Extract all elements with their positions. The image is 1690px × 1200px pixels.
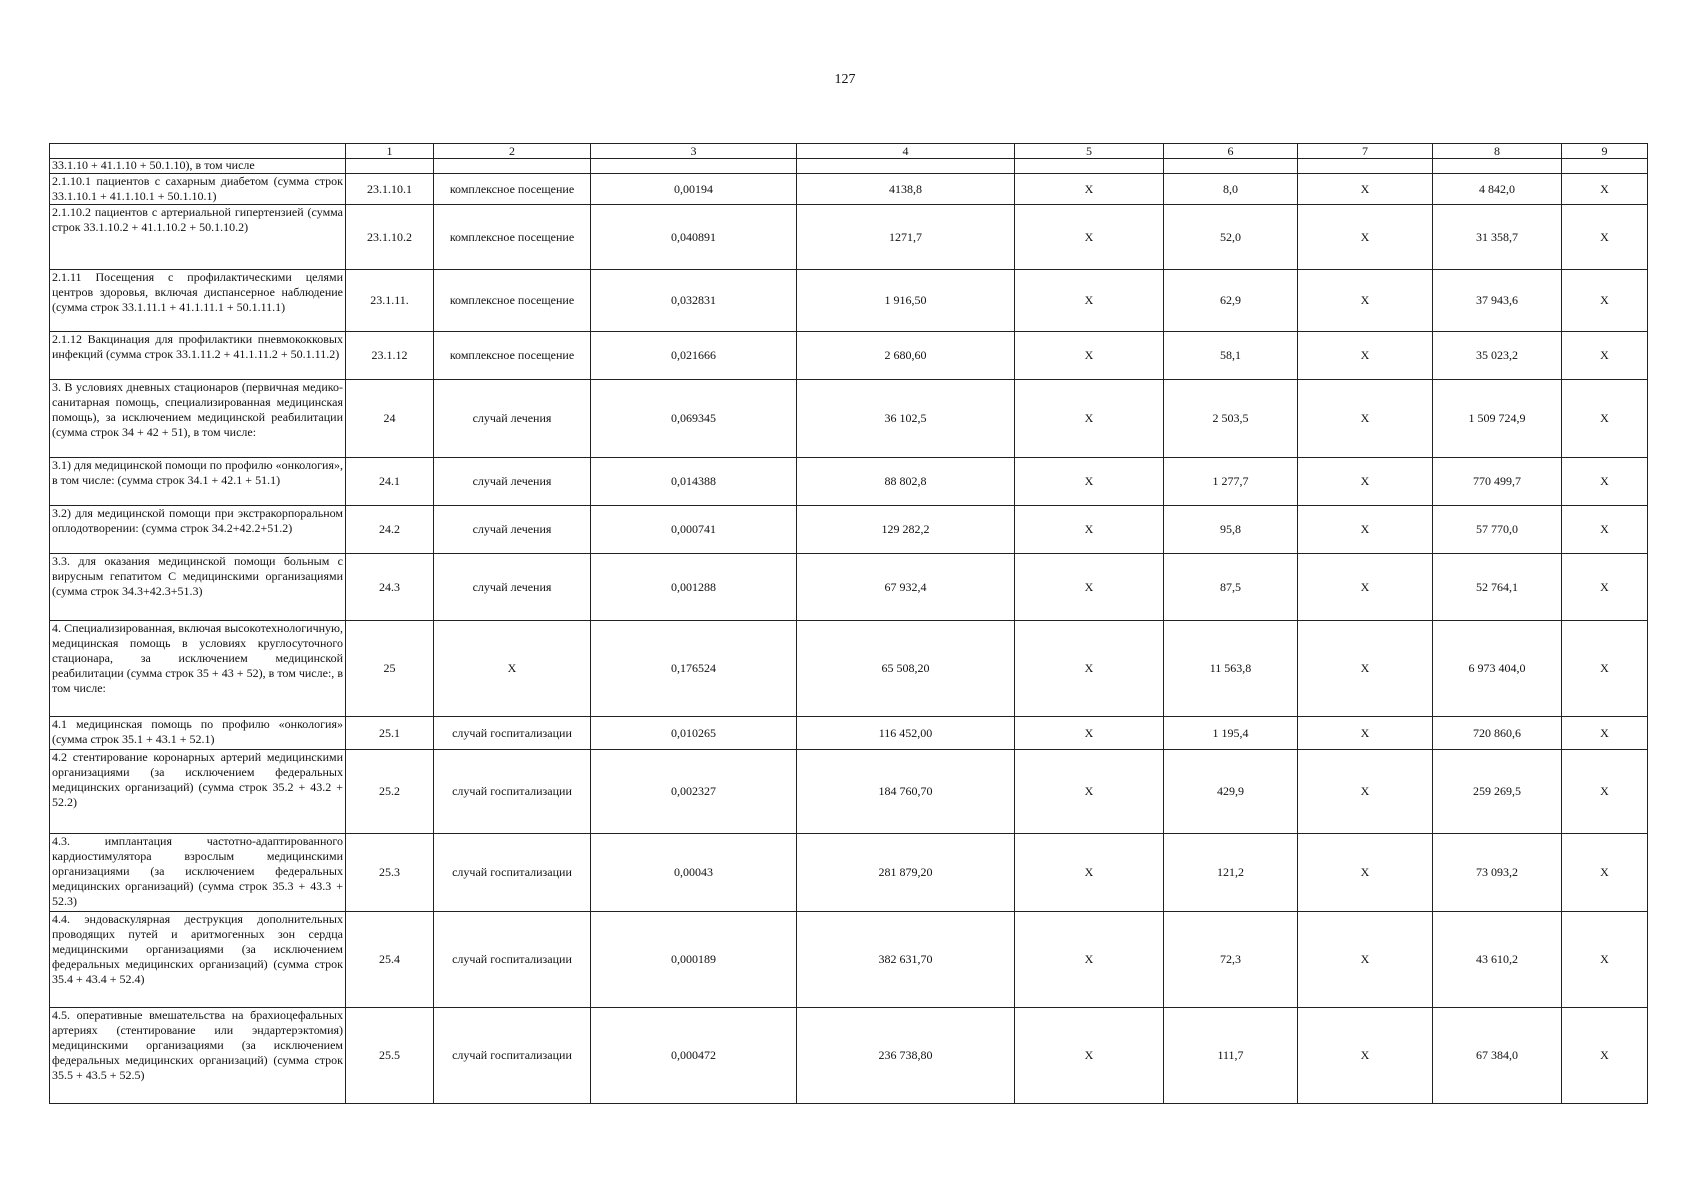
row-description: 3.3. для оказания медицинской помощи больным с вирусным гепатитом С медицинскими организациями (сумма строк 34.3+42.3+51.3) bbox=[50, 554, 346, 621]
col4-value: 116 452,00 bbox=[797, 717, 1015, 750]
row-code: 25.2 bbox=[346, 750, 434, 834]
header-cell: 4 bbox=[797, 144, 1015, 159]
row-code: 23.1.11. bbox=[346, 270, 434, 332]
col8-value: 52 764,1 bbox=[1433, 554, 1562, 621]
col8-value: 1 509 724,9 bbox=[1433, 380, 1562, 458]
col3-value: 0,001288 bbox=[591, 554, 797, 621]
col4-value: 1271,7 bbox=[797, 205, 1015, 270]
col8-value: 720 860,6 bbox=[1433, 717, 1562, 750]
col8-value: 4 842,0 bbox=[1433, 174, 1562, 205]
row-code: 25 bbox=[346, 621, 434, 717]
col4-value: 67 932,4 bbox=[797, 554, 1015, 621]
col5-value: Х bbox=[1015, 621, 1164, 717]
col8-value: 31 358,7 bbox=[1433, 205, 1562, 270]
col7-value: Х bbox=[1298, 750, 1433, 834]
col3-value: 0,032831 bbox=[591, 270, 797, 332]
table-row bbox=[50, 554, 1648, 621]
col6-value: 2 503,5 bbox=[1164, 380, 1298, 458]
col7-value: Х bbox=[1298, 205, 1433, 270]
col9-value: Х bbox=[1562, 1008, 1648, 1104]
row-description: 4.4. эндоваскулярная деструкция дополнительных проводящих путей и аритмогенных зон сердца медицинскими организациями (за исключением федеральных медицинских организаций) (сумма строк 35.4 + 43.4 + 52.4) bbox=[50, 912, 346, 1008]
col4-value: 4138,8 bbox=[797, 174, 1015, 205]
col3-value: 0,00043 bbox=[591, 834, 797, 912]
col3-value: 0,00194 bbox=[591, 174, 797, 205]
data-table bbox=[49, 143, 1648, 1104]
col8-value: 6 973 404,0 bbox=[1433, 621, 1562, 717]
table-row bbox=[50, 506, 1648, 554]
table-row bbox=[50, 174, 1648, 205]
col7-value: Х bbox=[1298, 717, 1433, 750]
col6-value: 11 563,8 bbox=[1164, 621, 1298, 717]
col6-value: 62,9 bbox=[1164, 270, 1298, 332]
row-code: 25.5 bbox=[346, 1008, 434, 1104]
page-number: 127 bbox=[834, 72, 856, 87]
row-description: 4.5. оперативные вмешательства на брахиоцефальных артериях (стентирование или эндартерэктомия) медицинскими организациями (за исключением федеральных медицинских организаций) (сумма строк 35.5 + 43.5 + 52.5) bbox=[50, 1008, 346, 1104]
table-row bbox=[50, 834, 1648, 912]
col9-value: Х bbox=[1562, 717, 1648, 750]
col6-value: 72,3 bbox=[1164, 912, 1298, 1008]
row-code: 23.1.12 bbox=[346, 332, 434, 380]
col8-value: 259 269,5 bbox=[1433, 750, 1562, 834]
col8-value: 43 610,2 bbox=[1433, 912, 1562, 1008]
table-row bbox=[50, 1008, 1648, 1104]
row-code: 24.3 bbox=[346, 554, 434, 621]
row-description: 2.1.10.2 пациентов с артериальной гипертензией (сумма строк 33.1.10.2 + 41.1.10.2 + 50.1.10.2) bbox=[50, 205, 346, 270]
col3-value: 0,002327 bbox=[591, 750, 797, 834]
col3-value: 0,000189 bbox=[591, 912, 797, 1008]
col8-value: 73 093,2 bbox=[1433, 834, 1562, 912]
col8-value: 35 023,2 bbox=[1433, 332, 1562, 380]
row-code: 25.3 bbox=[346, 834, 434, 912]
unit-of-measure: случай госпитализации bbox=[434, 1008, 591, 1104]
col7-value: Х bbox=[1298, 380, 1433, 458]
header-cell: 3 bbox=[591, 144, 797, 159]
unit-of-measure: случай госпитализации bbox=[434, 834, 591, 912]
col6-value: 87,5 bbox=[1164, 554, 1298, 621]
continuation-text: 33.1.10 + 41.1.10 + 50.1.10), в том числе bbox=[50, 159, 346, 174]
col3-value: 0,176524 bbox=[591, 621, 797, 717]
continuation-row bbox=[50, 159, 1648, 174]
row-code: 24.2 bbox=[346, 506, 434, 554]
table-row bbox=[50, 332, 1648, 380]
col9-value: Х bbox=[1562, 380, 1648, 458]
col7-value: Х bbox=[1298, 621, 1433, 717]
col3-value: 0,040891 bbox=[591, 205, 797, 270]
col6-value: 1 277,7 bbox=[1164, 458, 1298, 506]
header-cell: 7 bbox=[1298, 144, 1433, 159]
row-code: 24 bbox=[346, 380, 434, 458]
col4-value: 36 102,5 bbox=[797, 380, 1015, 458]
col3-value: 0,000472 bbox=[591, 1008, 797, 1104]
col9-value: Х bbox=[1562, 205, 1648, 270]
col5-value: Х bbox=[1015, 834, 1164, 912]
header-cell: 5 bbox=[1015, 144, 1164, 159]
col6-value: 58,1 bbox=[1164, 332, 1298, 380]
col5-value: Х bbox=[1015, 270, 1164, 332]
row-description: 4.1 медицинская помощь по профилю «онкология» (сумма строк 35.1 + 43.1 + 52.1) bbox=[50, 717, 346, 750]
col4-value: 382 631,70 bbox=[797, 912, 1015, 1008]
col9-value: Х bbox=[1562, 621, 1648, 717]
unit-of-measure: комплексное посещение bbox=[434, 332, 591, 380]
row-code: 23.1.10.1 bbox=[346, 174, 434, 205]
col3-value: 0,000741 bbox=[591, 506, 797, 554]
col6-value: 8,0 bbox=[1164, 174, 1298, 205]
table-row bbox=[50, 205, 1648, 270]
row-description: 2.1.10.1 пациентов с сахарным диабетом (сумма строк 33.1.10.1 + 41.1.10.1 + 50.1.10.1) bbox=[50, 174, 346, 205]
unit-of-measure: случай госпитализации bbox=[434, 717, 591, 750]
header-cell: 2 bbox=[434, 144, 591, 159]
row-code: 24.1 bbox=[346, 458, 434, 506]
unit-of-measure: комплексное посещение bbox=[434, 174, 591, 205]
col4-value: 88 802,8 bbox=[797, 458, 1015, 506]
col4-value: 129 282,2 bbox=[797, 506, 1015, 554]
col7-value: Х bbox=[1298, 270, 1433, 332]
col4-value: 281 879,20 bbox=[797, 834, 1015, 912]
col5-value: Х bbox=[1015, 380, 1164, 458]
header-cell: 8 bbox=[1433, 144, 1562, 159]
col8-value: 57 770,0 bbox=[1433, 506, 1562, 554]
row-description: 3.2) для медицинской помощи при экстракорпоральном оплодотворении: (сумма строк 34.2+42.2+51.2) bbox=[50, 506, 346, 554]
unit-of-measure: случай лечения bbox=[434, 458, 591, 506]
table-row bbox=[50, 912, 1648, 1008]
col9-value: Х bbox=[1562, 554, 1648, 621]
row-description: 4.2 стентирование коронарных артерий медицинскими организациями (за исключением федеральных медицинских организаций) (сумма строк 35.2 + 43.2 + 52.2) bbox=[50, 750, 346, 834]
unit-of-measure: случай лечения bbox=[434, 380, 591, 458]
header-cell: 6 bbox=[1164, 144, 1298, 159]
col7-value: Х bbox=[1298, 554, 1433, 621]
col9-value: Х bbox=[1562, 332, 1648, 380]
col5-value: Х bbox=[1015, 717, 1164, 750]
row-code: 25.4 bbox=[346, 912, 434, 1008]
header-cell bbox=[50, 144, 346, 159]
row-description: 2.1.12 Вакцинация для профилактики пневмококковых инфекций (сумма строк 33.1.11.2 + 41.1.11.2 + 50.1.11.2) bbox=[50, 332, 346, 380]
col8-value: 37 943,6 bbox=[1433, 270, 1562, 332]
table-row bbox=[50, 380, 1648, 458]
col9-value: Х bbox=[1562, 174, 1648, 205]
table-row bbox=[50, 270, 1648, 332]
col8-value: 67 384,0 bbox=[1433, 1008, 1562, 1104]
col5-value: Х bbox=[1015, 205, 1164, 270]
col4-value: 1 916,50 bbox=[797, 270, 1015, 332]
unit-of-measure: случай госпитализации bbox=[434, 912, 591, 1008]
col3-value: 0,010265 bbox=[591, 717, 797, 750]
unit-of-measure: Х bbox=[434, 621, 591, 717]
col6-value: 1 195,4 bbox=[1164, 717, 1298, 750]
row-description: 3. В условиях дневных стационаров (первичная медико-санитарная помощь, специализированная медицинская помощь), за исключением медицинской реабилитации (сумма строк 34 + 42 + 51), в том числе: bbox=[50, 380, 346, 458]
col7-value: Х bbox=[1298, 912, 1433, 1008]
unit-of-measure: случай лечения bbox=[434, 554, 591, 621]
col6-value: 95,8 bbox=[1164, 506, 1298, 554]
col9-value: Х bbox=[1562, 458, 1648, 506]
col5-value: Х bbox=[1015, 1008, 1164, 1104]
unit-of-measure: случай лечения bbox=[434, 506, 591, 554]
col5-value: Х bbox=[1015, 506, 1164, 554]
unit-of-measure: комплексное посещение bbox=[434, 205, 591, 270]
table-row bbox=[50, 458, 1648, 506]
col3-value: 0,014388 bbox=[591, 458, 797, 506]
row-description: 3.1) для медицинской помощи по профилю «онкология», в том числе: (сумма строк 34.1 + 42.1 + 51.1) bbox=[50, 458, 346, 506]
col4-value: 236 738,80 bbox=[797, 1008, 1015, 1104]
col5-value: Х bbox=[1015, 912, 1164, 1008]
row-description: 4. Специализированная, включая высокотехнологичную, медицинская помощь в условиях круглосуточного стационара, за исключением медицинской реабилитации (сумма строк 35 + 43 + 52), в том числе:, в том числе: bbox=[50, 621, 346, 717]
col9-value: Х bbox=[1562, 912, 1648, 1008]
table-row bbox=[50, 750, 1648, 834]
col5-value: Х bbox=[1015, 554, 1164, 621]
unit-of-measure: комплексное посещение bbox=[434, 270, 591, 332]
col3-value: 0,021666 bbox=[591, 332, 797, 380]
header-cell: 9 bbox=[1562, 144, 1648, 159]
col5-value: Х bbox=[1015, 750, 1164, 834]
row-description: 2.1.11 Посещения с профилактическими целями центров здоровья, включая диспансерное наблюдение (сумма строк 33.1.11.1 + 41.1.11.1 + 50.1.11.1) bbox=[50, 270, 346, 332]
col5-value: Х bbox=[1015, 458, 1164, 506]
header-cell: 1 bbox=[346, 144, 434, 159]
unit-of-measure: случай госпитализации bbox=[434, 750, 591, 834]
col9-value: Х bbox=[1562, 270, 1648, 332]
col3-value: 0,069345 bbox=[591, 380, 797, 458]
col4-value: 65 508,20 bbox=[797, 621, 1015, 717]
col5-value: Х bbox=[1015, 332, 1164, 380]
col8-value: 770 499,7 bbox=[1433, 458, 1562, 506]
table-row bbox=[50, 717, 1648, 750]
col7-value: Х bbox=[1298, 458, 1433, 506]
row-code: 25.1 bbox=[346, 717, 434, 750]
col9-value: Х bbox=[1562, 750, 1648, 834]
column-number-row bbox=[50, 144, 1648, 159]
col6-value: 121,2 bbox=[1164, 834, 1298, 912]
col6-value: 111,7 bbox=[1164, 1008, 1298, 1104]
col9-value: Х bbox=[1562, 506, 1648, 554]
row-code: 23.1.10.2 bbox=[346, 205, 434, 270]
col7-value: Х bbox=[1298, 506, 1433, 554]
row-description: 4.3. имплантация частотно-адаптированного кардиостимулятора взрослым медицинскими организациями (за исключением федеральных медицинских организаций) (сумма строк 35.3 + 43.3 + 52.3) bbox=[50, 834, 346, 912]
col7-value: Х bbox=[1298, 834, 1433, 912]
table-row bbox=[50, 621, 1648, 717]
col7-value: Х bbox=[1298, 174, 1433, 205]
col9-value: Х bbox=[1562, 834, 1648, 912]
col5-value: Х bbox=[1015, 174, 1164, 205]
col7-value: Х bbox=[1298, 332, 1433, 380]
col6-value: 429,9 bbox=[1164, 750, 1298, 834]
col6-value: 52,0 bbox=[1164, 205, 1298, 270]
col4-value: 2 680,60 bbox=[797, 332, 1015, 380]
col4-value: 184 760,70 bbox=[797, 750, 1015, 834]
col7-value: Х bbox=[1298, 1008, 1433, 1104]
